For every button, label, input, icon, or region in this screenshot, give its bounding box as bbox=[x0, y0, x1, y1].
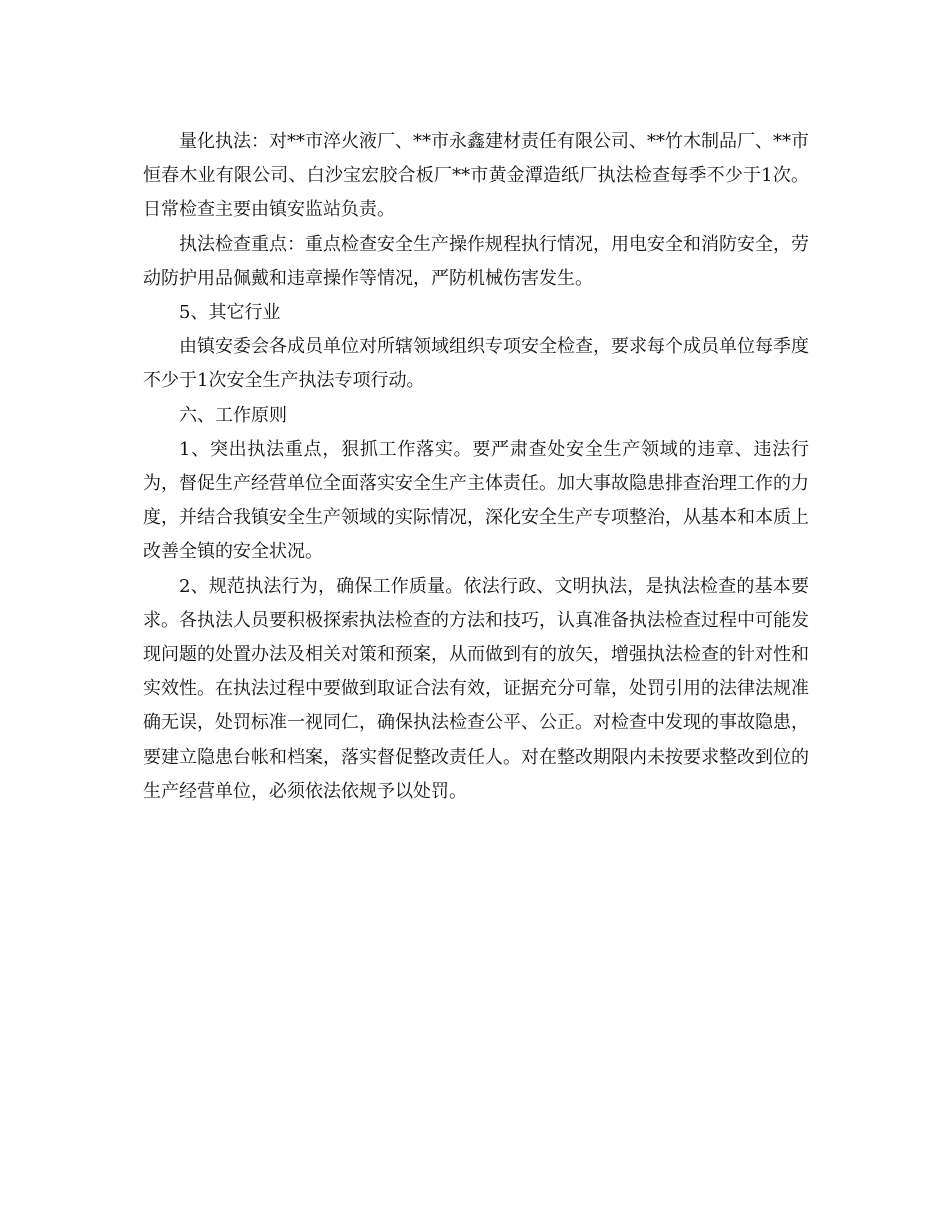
paragraph-other-industries: 由镇安委会各成员单位对所辖领域组织专项安全检查，要求每个成员单位每季度不少于1次安全生产执法专项行动。 bbox=[143, 336, 809, 392]
paragraph-principle-2: 2、规范执法行为，确保工作质量。依法行政、文明执法，是执法检查的基本要求。各执法人员要积极探索执法检查的方法和技巧，认真准备执法检查过程中可能发现问题的处置办法及相关对策和预案，从而做到有的放矢，增强执法检查的针对性和实效性。在执法过程中要做到取证合法有效，证据充分可靠，处罚引用的法律法规准确无误，处罚标准一视同仁，确保执法检查公平、公正。对检查中发现的事故隐患，要建立隐患台帐和档案，落实督促整改责任人。对在整改期限内未按要求整改到位的生产经营单位，必须依法依规予以处罚。 bbox=[143, 575, 809, 802]
paragraph-principle-1: 1、突出执法重点，狠抓工作落实。要严肃查处安全生产领域的违章、违法行为，督促生产经营单位全面落实安全生产主体责任。加大事故隐患排查治理工作的力度，并结合我镇安全生产领域的实际情况，深化安全生产专项整治，从基本和本质上改善全镇的安全状况。 bbox=[143, 438, 809, 563]
section-heading-other-industries: 5、其它行业 bbox=[179, 302, 281, 324]
paragraph-inspection-focus: 执法检查重点：重点检查安全生产操作规程执行情况，用电安全和消防安全，劳动防护用品佩戴和违章操作等情况，严防机械伤害发生。 bbox=[143, 233, 809, 289]
paragraph-quantified-enforcement: 量化执法：对**市淬火液厂、**市永鑫建材责任有限公司、**竹木制品厂、**市恒春木业有限公司、白沙宝宏胶合板厂**市黄金潭造纸厂执法检查每季不少于1次。日常检查主要由镇安监站负责。 bbox=[143, 131, 809, 221]
section-heading-work-principles: 六、工作原则 bbox=[179, 404, 287, 426]
document-body bbox=[143, 125, 809, 809]
